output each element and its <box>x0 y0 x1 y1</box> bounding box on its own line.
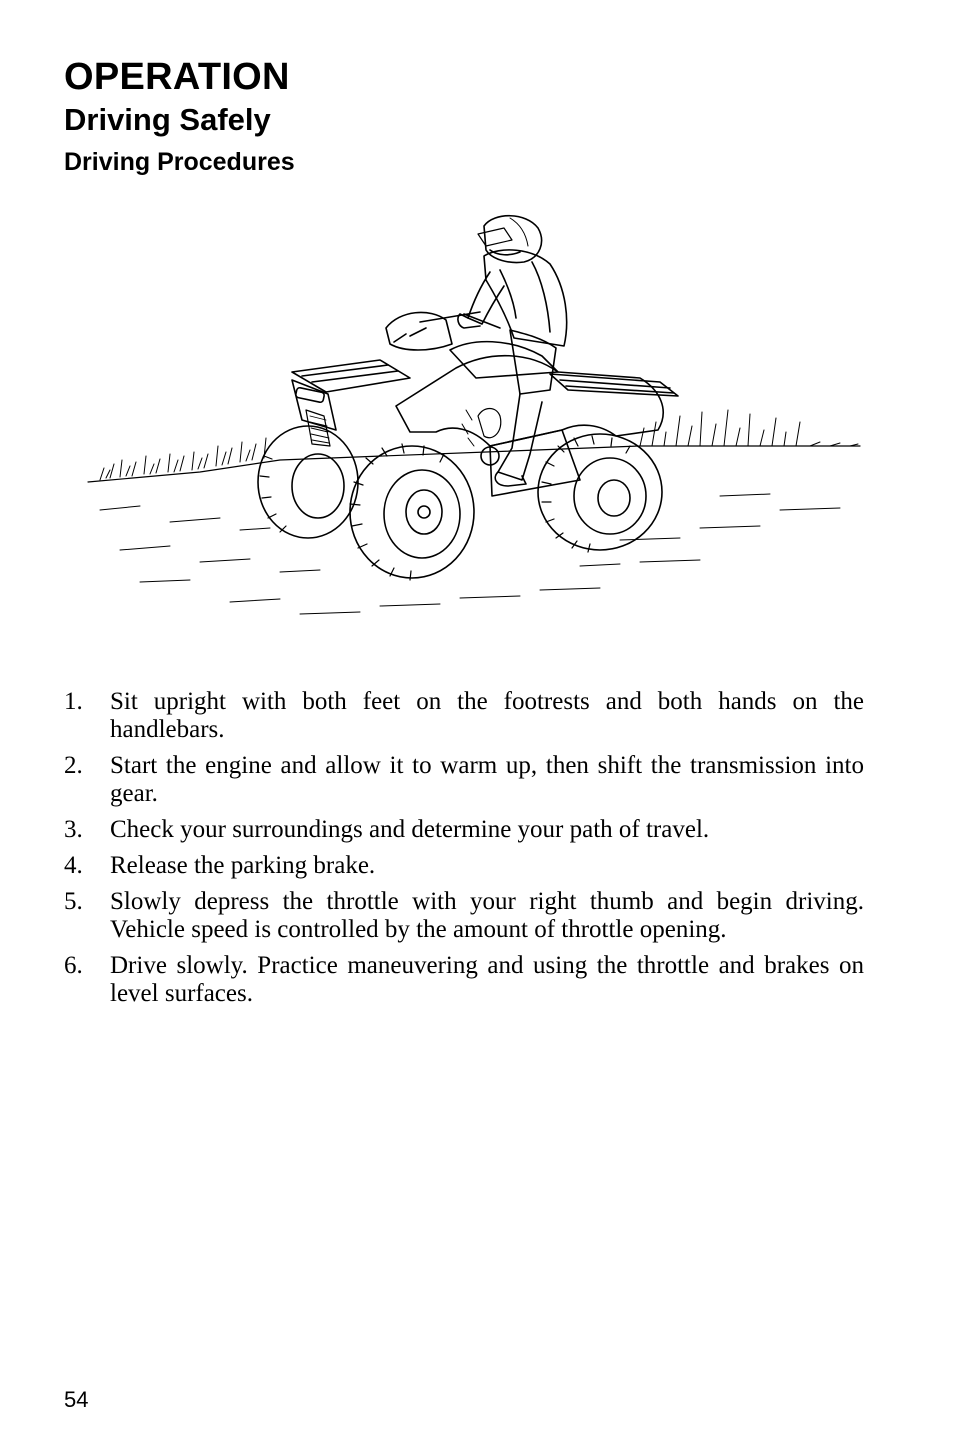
list-item <box>64 816 864 844</box>
subsection-title: Driving Safely <box>64 102 271 137</box>
step-text: Check your surroundings and determine your path of travel. <box>110 816 710 843</box>
section-title: OPERATION <box>64 56 290 98</box>
step-number: 1. <box>64 688 83 715</box>
step-text: Sit upright with both feet on the footrests and both hands on the handlebars. <box>110 688 864 743</box>
step-number: 5. <box>64 888 83 915</box>
page-number: 54 <box>64 1387 89 1412</box>
step-number: 6. <box>64 952 83 979</box>
step-text: Drive slowly. Practice maneuvering and using the throttle and brakes on level surfaces. <box>110 952 864 1007</box>
driving-steps-list <box>64 688 864 1016</box>
topic-title: Driving Procedures <box>64 148 295 176</box>
step-number: 4. <box>64 852 83 879</box>
step-text: Start the engine and allow it to warm up, then shift the transmission into gear. <box>110 752 864 807</box>
step-number: 2. <box>64 752 83 779</box>
list-item <box>64 888 864 944</box>
list-item <box>64 952 864 1008</box>
list-item <box>64 752 864 808</box>
step-text: Release the parking brake. <box>110 852 376 879</box>
step-text: Slowly depress the throttle with your right thumb and begin driving. Vehicle speed is controlled by the amount of throttle opening. <box>110 888 864 943</box>
step-number: 3. <box>64 816 83 843</box>
list-item <box>64 852 864 880</box>
atv-rider-illustration <box>80 210 870 630</box>
list-item <box>64 688 864 744</box>
